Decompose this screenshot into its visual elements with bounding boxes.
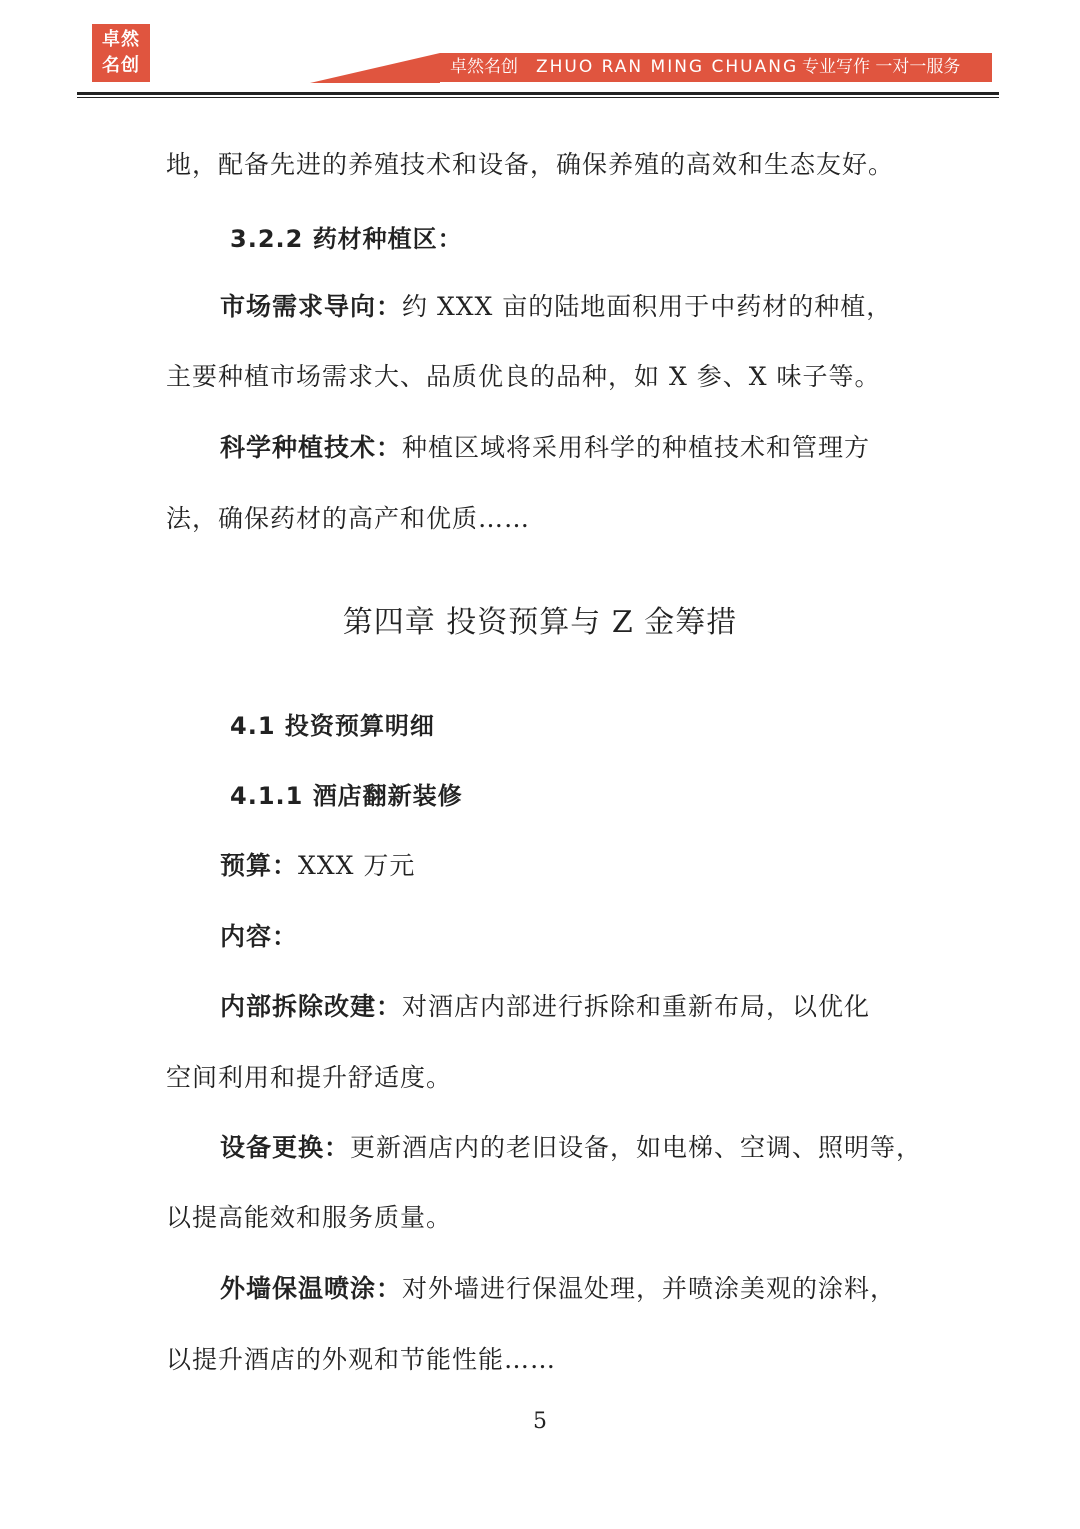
paragraph-interior <box>220 990 870 1024</box>
paragraph-text: 约 XXX 亩的陆地面积用于中药材的种植， <box>402 292 893 321</box>
paragraph-line: 以提升酒店的外观和节能性能…… <box>166 1345 557 1374</box>
brand-logo <box>92 24 150 82</box>
header-rule-thin <box>77 97 999 98</box>
paragraph-line: 以提高能效和服务质量。 <box>166 1203 453 1232</box>
page-number: 5 <box>533 1409 547 1434</box>
lead-term: 设备更换： <box>220 1133 351 1162</box>
paragraph-equipment <box>220 1131 922 1165</box>
lead-term: 内部拆除改建： <box>220 992 403 1021</box>
paragraph-market-demand <box>220 290 892 324</box>
paragraph-planting-tech <box>220 431 870 465</box>
banner-brand-en: ZHUO RAN MING CHUANG <box>536 57 799 77</box>
paragraph-text: 更新酒店内的老旧设备，如电梯、空调、照明等， <box>350 1133 923 1162</box>
header-rule-thick <box>77 92 999 95</box>
section-heading-3-2-2: 3.2.2 药材种植区： <box>230 225 463 253</box>
logo-text-bottom: 名创 <box>102 55 140 76</box>
paragraph-exterior <box>220 1272 896 1306</box>
banner-service: 专业写作 一对一服务 <box>802 57 961 77</box>
chapter-title: 第四章 投资预算与 Z 金筹措 <box>342 605 738 640</box>
paragraph-continuation: 地，配备先进的养殖技术和设备，确保养殖的高效和生态友好。 <box>166 150 895 179</box>
budget-line <box>220 849 415 883</box>
logo-text-top: 卓然 <box>102 29 140 50</box>
content-label <box>220 920 298 954</box>
lead-term: 外墙保温喷涂： <box>220 1274 403 1303</box>
banner-brand-cn: 卓然名创 <box>450 57 518 77</box>
banner-wedge <box>310 50 450 84</box>
paragraph-line: 空间利用和提升舒适度。 <box>166 1063 453 1092</box>
paragraph-text: 对外墙进行保温处理，并喷涂美观的涂料， <box>402 1274 897 1303</box>
paragraph-text: 种植区域将采用科学的种植技术和管理方 <box>402 433 871 462</box>
section-heading-4-1-1: 4.1.1 酒店翻新装修 <box>230 782 463 810</box>
lead-term: 内容： <box>220 922 299 951</box>
budget-value: XXX 万元 <box>298 851 416 880</box>
section-heading-4-1: 4.1 投资预算明细 <box>230 712 435 740</box>
header-banner <box>440 53 992 82</box>
lead-term: 科学种植技术： <box>220 433 403 462</box>
paragraph-text: 对酒店内部进行拆除和重新布局，以优化 <box>402 992 871 1021</box>
paragraph-line: 主要种植市场需求大、品质优良的品种，如 X 参、X 味子等。 <box>166 362 881 391</box>
lead-term: 市场需求导向： <box>220 292 403 321</box>
lead-term: 预算： <box>220 851 299 880</box>
paragraph-line: 法，确保药材的高产和优质…… <box>166 504 531 533</box>
